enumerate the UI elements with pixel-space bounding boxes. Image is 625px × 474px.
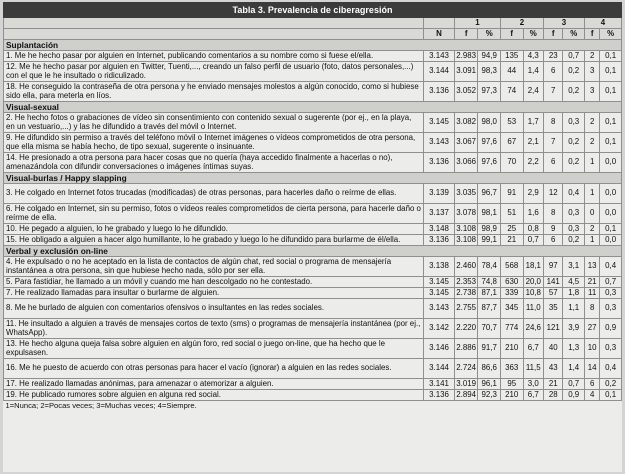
- section-title: Verbal y exclusión on-line: [4, 246, 622, 257]
- table-row: [4, 379, 622, 390]
- item-frequency: 35: [543, 299, 562, 319]
- item-text: 4. He expulsado o no he aceptado en la lista de contactos de algún chat, red social o programa de mensajería instantánea a otra persona, sin que hubiese hecho nada, sólo por ser ella.: [4, 257, 424, 277]
- item-percent: 2,4: [523, 82, 543, 102]
- table-row: [4, 51, 622, 62]
- item-frequency: 8: [543, 204, 562, 224]
- item-percent: 0,8: [523, 224, 543, 235]
- item-percent: 3,9: [563, 319, 585, 339]
- table-row: [4, 359, 622, 379]
- item-percent: 99,1: [478, 235, 501, 246]
- table-row: [4, 339, 622, 359]
- item-n: 3.142: [424, 319, 455, 339]
- item-frequency: 70: [500, 153, 523, 173]
- item-frequency: 1: [584, 235, 599, 246]
- item-percent: 0,7: [600, 277, 622, 288]
- column-header-pct: %: [478, 29, 501, 40]
- item-frequency: 6: [543, 62, 562, 82]
- item-frequency: 4: [584, 390, 599, 401]
- item-frequency: 3.082: [454, 113, 478, 133]
- item-n: 3.136: [424, 82, 455, 102]
- item-n: 3.145: [424, 113, 455, 133]
- item-text: 12. Me he hecho pasar por alguien en Twitter, Tuenti,..., creando un falso perfil de usuario (foto, datos personales,...) con el que le he insultado o ridiculizado.: [4, 62, 424, 82]
- item-percent: 0,3: [600, 288, 622, 299]
- item-percent: 0,9: [600, 319, 622, 339]
- item-percent: 74,8: [478, 277, 501, 288]
- item-frequency: 3.052: [454, 82, 478, 102]
- item-frequency: 97: [543, 257, 562, 277]
- item-n: 3.143: [424, 51, 455, 62]
- column-header-pct: %: [600, 29, 622, 40]
- item-percent: 6,7: [523, 390, 543, 401]
- item-percent: 2,1: [523, 133, 543, 153]
- item-n: 3.139: [424, 184, 455, 204]
- item-percent: 0,1: [600, 51, 622, 62]
- item-percent: 0,1: [600, 390, 622, 401]
- item-text: 19. He publicado rumores sobre alguien en alguna red social.: [4, 390, 424, 401]
- item-frequency: 2.983: [456, 50, 477, 60]
- item-percent: 3,1: [563, 257, 585, 277]
- item-percent: 0,2: [563, 235, 585, 246]
- item-frequency: 774: [500, 319, 523, 339]
- table-sheet: [3, 2, 622, 472]
- prevalence-table: [3, 2, 622, 411]
- item-percent: 97,6: [478, 153, 501, 173]
- item-frequency: 135: [500, 51, 523, 62]
- table-row: [4, 153, 622, 173]
- item-percent: 1,4: [523, 62, 543, 82]
- item-percent: 98,1: [478, 204, 501, 224]
- item-percent: 18,1: [523, 257, 543, 277]
- header-blank: [4, 29, 424, 40]
- item-frequency: 2: [584, 113, 599, 133]
- item-frequency: 44: [500, 62, 523, 82]
- item-frequency: 25: [500, 224, 523, 235]
- item-percent: 87,7: [478, 299, 501, 319]
- item-percent: 0,1: [600, 224, 622, 235]
- item-frequency: 1: [584, 184, 599, 204]
- item-frequency: 2.724: [454, 359, 478, 379]
- item-percent: 0,3: [563, 224, 585, 235]
- column-header-n: N: [424, 29, 455, 40]
- item-text: 14. He presionado a otra persona para hacer cosas que no quería (haya accedido finalmente a hacerlas o no), amenazándola con difundir conversaciones o imágenes íntimas suyas.: [4, 153, 424, 173]
- column-header-f: f: [543, 29, 562, 40]
- item-frequency: 9: [543, 224, 562, 235]
- item-percent: 0,7: [563, 51, 585, 62]
- item-percent: 1,7: [523, 113, 543, 133]
- table-footnote: 1=Nunca; 2=Pocas veces; 3=Muchas veces; 4=Siempre.: [4, 401, 622, 412]
- item-frequency: 2.220: [454, 319, 478, 339]
- item-percent: 0,0: [600, 235, 622, 246]
- item-n: 3.141: [424, 379, 455, 390]
- item-percent: 0,2: [600, 379, 622, 390]
- item-frequency: 3.091: [454, 62, 478, 82]
- group-header-2: 2: [500, 18, 543, 29]
- group-header-4: 4: [584, 18, 621, 29]
- item-frequency: 51: [500, 204, 523, 224]
- item-frequency: 210: [500, 339, 523, 359]
- item-frequency: 3.108: [456, 234, 477, 244]
- item-percent: 0,1: [600, 113, 622, 133]
- item-frequency: 28: [543, 390, 562, 401]
- table-row: [4, 224, 622, 235]
- header-blank: [424, 18, 455, 29]
- table-row: [4, 288, 622, 299]
- item-frequency: 12: [543, 184, 562, 204]
- table-row: [4, 277, 622, 288]
- item-text: 8. Me he burlado de alguien con comentarios ofensivos o insultantes en las redes sociales.: [4, 299, 424, 319]
- item-n: 3.137: [424, 204, 455, 224]
- table-row: [4, 113, 622, 133]
- item-percent: 0,1: [600, 82, 622, 102]
- item-percent: 1,1: [563, 299, 585, 319]
- item-text: 13. He hecho alguna queja falsa sobre alguien en algún foro, red social o juego on-line, que ha hecho que le expulsasen.: [4, 339, 424, 359]
- item-percent: 1,8: [563, 288, 585, 299]
- item-n: 3.144: [424, 359, 455, 379]
- item-frequency: 23: [543, 51, 562, 62]
- item-percent: 0,9: [563, 390, 585, 401]
- table-title: Tabla 3. Prevalencia de ciberagresión: [4, 3, 622, 18]
- table-row: [4, 82, 622, 102]
- item-percent: 0,1: [600, 62, 622, 82]
- section-row: [4, 246, 622, 257]
- item-percent: 11,5: [523, 359, 543, 379]
- item-percent: 91,7: [478, 339, 501, 359]
- group-header-3: 3: [543, 18, 584, 29]
- item-n: 3.145: [424, 288, 455, 299]
- item-frequency: 6: [543, 153, 562, 173]
- item-percent: 98,3: [478, 62, 501, 82]
- item-percent: 4,3: [523, 51, 543, 62]
- column-header-f: f: [454, 29, 478, 40]
- item-text: 17. He realizado llamadas anónimas, para amenazar o atemorizar a alguien.: [4, 379, 424, 390]
- table-row: [4, 204, 622, 224]
- table-row: [4, 235, 622, 246]
- group-header-1: 1: [454, 18, 500, 29]
- item-percent: 0,0: [600, 204, 622, 224]
- item-frequency: 7: [543, 133, 562, 153]
- item-percent: 98,0: [478, 113, 501, 133]
- item-frequency: 345: [500, 299, 523, 319]
- item-text: 6. He colgado en Internet, sin su permiso, fotos o vídeos reales comprometidos de cierta persona, para hacerle daño o reírme de ella.: [4, 204, 424, 224]
- item-frequency: 95: [500, 379, 523, 390]
- item-percent: 0,1: [600, 133, 622, 153]
- item-percent: 20,0: [523, 277, 543, 288]
- item-frequency: 11: [584, 288, 599, 299]
- section-row: [4, 173, 622, 184]
- item-percent: 3,0: [523, 379, 543, 390]
- item-percent: 1,3: [563, 339, 585, 359]
- item-n: 3.146: [424, 339, 455, 359]
- column-header-pct: %: [563, 29, 585, 40]
- item-text: 3. He colgado en Internet fotos trucadas (modificadas) de otras personas, para hacerles daño o reírme de ellas.: [4, 184, 424, 204]
- item-frequency: 568: [500, 257, 523, 277]
- item-percent: 10,8: [523, 288, 543, 299]
- item-frequency: 8: [543, 113, 562, 133]
- item-frequency: 630: [500, 277, 523, 288]
- item-percent: 96,1: [478, 379, 501, 390]
- section-row: [4, 102, 622, 113]
- item-percent: 0,4: [563, 184, 585, 204]
- item-percent: 4,5: [563, 277, 585, 288]
- item-percent: 6,7: [523, 339, 543, 359]
- item-frequency: 3.067: [454, 133, 478, 153]
- item-percent: 0,7: [563, 379, 585, 390]
- table-row: [4, 133, 622, 153]
- table-row: [4, 299, 622, 319]
- item-percent: 11,0: [523, 299, 543, 319]
- column-header-pct: %: [523, 29, 543, 40]
- item-n: 3.144: [424, 62, 455, 82]
- column-header-f: f: [584, 29, 599, 40]
- item-frequency: 10: [584, 339, 599, 359]
- item-frequency: 6: [543, 235, 562, 246]
- item-percent: 0,0: [600, 153, 622, 173]
- item-percent: 92,3: [478, 390, 501, 401]
- item-percent: 0,2: [563, 82, 585, 102]
- item-percent: 97,3: [478, 82, 501, 102]
- item-percent: 2,9: [523, 184, 543, 204]
- item-frequency: 13: [584, 257, 599, 277]
- header-blank: [4, 18, 424, 29]
- item-frequency: 53: [500, 113, 523, 133]
- item-text: 16. Me he puesto de acuerdo con otras personas para hacer el vacío (ignorar) a alguien en las redes sociales.: [4, 359, 424, 379]
- item-frequency: 14: [584, 359, 599, 379]
- column-header-f: f: [500, 29, 523, 40]
- item-n: 3.148: [424, 224, 455, 235]
- table-row: [4, 390, 622, 401]
- item-percent: 96,7: [478, 184, 501, 204]
- item-percent: 94,9: [478, 51, 501, 62]
- table-row: [4, 257, 622, 277]
- item-percent: 1,6: [523, 204, 543, 224]
- item-frequency: 2.353: [456, 276, 477, 286]
- item-percent: 0,4: [600, 257, 622, 277]
- item-frequency: 2: [584, 51, 599, 62]
- item-text: 2. He hecho fotos o grabaciones de vídeo sin consentimiento con contenido sexual o sugerente (por ej., en la playa, en un vestuario,...) y las he difundido a través del móvil o Internet.: [4, 113, 424, 133]
- item-frequency: 3.035: [454, 184, 478, 204]
- item-frequency: 3.019: [456, 378, 477, 388]
- item-text: 15. He obligado a alguien a hacer algo humillante, lo he grabado y luego lo he difundido para burlarme de él/ella.: [4, 235, 424, 246]
- item-frequency: 210: [500, 390, 523, 401]
- item-text: 10. He pegado a alguien, lo he grabado y luego lo he difundido.: [4, 224, 424, 235]
- table-body: [4, 40, 622, 401]
- item-text: 1. Me he hecho pasar por alguien en Internet, publicando comentarios a su nombre como si fuese el/ella.: [4, 51, 424, 62]
- item-frequency: 2.886: [454, 339, 478, 359]
- item-frequency: 141: [543, 277, 562, 288]
- item-frequency: 21: [500, 235, 523, 246]
- item-percent: 0,2: [563, 62, 585, 82]
- item-percent: 0,3: [563, 113, 585, 133]
- section-title: Visual-burlas / Happy slapping: [4, 173, 622, 184]
- item-percent: 78,4: [478, 257, 501, 277]
- table-row: [4, 184, 622, 204]
- item-frequency: 3: [584, 82, 599, 102]
- item-percent: 2,2: [523, 153, 543, 173]
- item-frequency: 91: [500, 184, 523, 204]
- item-n: 3.143: [424, 133, 455, 153]
- item-frequency: 2: [584, 224, 599, 235]
- item-n: 3.138: [424, 257, 455, 277]
- item-percent: 24,6: [523, 319, 543, 339]
- item-frequency: 6: [584, 379, 599, 390]
- item-frequency: 2.755: [454, 299, 478, 319]
- item-percent: 0,7: [523, 235, 543, 246]
- item-text: 11. He insultado a alguien a través de mensajes cortos de texto (sms) o programas de mensajería instantánea (por ej., WhatsApp).: [4, 319, 424, 339]
- item-percent: 1,4: [563, 359, 585, 379]
- item-percent: 0,3: [600, 339, 622, 359]
- item-frequency: 74: [500, 82, 523, 102]
- table-row: [4, 319, 622, 339]
- item-frequency: 2.894: [456, 389, 477, 399]
- item-frequency: 2.460: [454, 257, 478, 277]
- item-frequency: 363: [500, 359, 523, 379]
- section-title: Visual-sexual: [4, 102, 622, 113]
- item-percent: 0,3: [563, 204, 585, 224]
- item-text: 18. He conseguido la contraseña de otra persona y he enviado mensajes molestos a algún conocido, como si hubiese sido ella, para meterla en líos.: [4, 82, 424, 102]
- item-text: 7. He realizado llamadas para insultar o burlarme de alguien.: [4, 288, 424, 299]
- item-frequency: 2: [584, 133, 599, 153]
- item-frequency: 1: [584, 153, 599, 173]
- item-n: 3.143: [424, 299, 455, 319]
- item-frequency: 43: [543, 359, 562, 379]
- item-frequency: 3: [584, 62, 599, 82]
- item-text: 5. Para fastidiar, he llamado a un móvil y cuando me han descolgado no he contestado.: [4, 277, 424, 288]
- item-frequency: 3.066: [454, 153, 478, 173]
- item-frequency: 67: [500, 133, 523, 153]
- section-row: [4, 40, 622, 51]
- item-n: 3.136: [424, 235, 455, 246]
- item-frequency: 21: [543, 379, 562, 390]
- item-frequency: 3.078: [454, 204, 478, 224]
- item-percent: 86,6: [478, 359, 501, 379]
- item-frequency: 8: [584, 299, 599, 319]
- item-percent: 0,2: [563, 153, 585, 173]
- item-frequency: 3.108: [456, 223, 477, 233]
- item-percent: 98,9: [478, 224, 501, 235]
- item-frequency: 40: [543, 339, 562, 359]
- item-frequency: 2.738: [456, 287, 477, 297]
- item-n: 3.145: [424, 277, 455, 288]
- item-frequency: 121: [543, 319, 562, 339]
- item-frequency: 7: [543, 82, 562, 102]
- item-frequency: 21: [584, 277, 599, 288]
- section-title: Suplantación: [4, 40, 622, 51]
- item-percent: 87,1: [478, 288, 501, 299]
- item-percent: 0,3: [600, 299, 622, 319]
- item-n: 3.136: [424, 153, 455, 173]
- item-n: 3.136: [424, 390, 455, 401]
- item-percent: 0,4: [600, 359, 622, 379]
- item-frequency: 339: [500, 288, 523, 299]
- item-text: 9. He difundido sin permiso a través del teléfono móvil o Internet imágenes o vídeos comprometidos de otra persona, que ella misma se había hecho, de tipo sexual, sugerente o insinuante.: [4, 133, 424, 153]
- table-row: [4, 62, 622, 82]
- item-percent: 0,0: [600, 184, 622, 204]
- item-percent: 0,2: [563, 133, 585, 153]
- item-percent: 70,7: [478, 319, 501, 339]
- item-frequency: 27: [584, 319, 599, 339]
- item-percent: 97,6: [478, 133, 501, 153]
- item-frequency: 57: [543, 288, 562, 299]
- item-frequency: 0: [584, 204, 599, 224]
